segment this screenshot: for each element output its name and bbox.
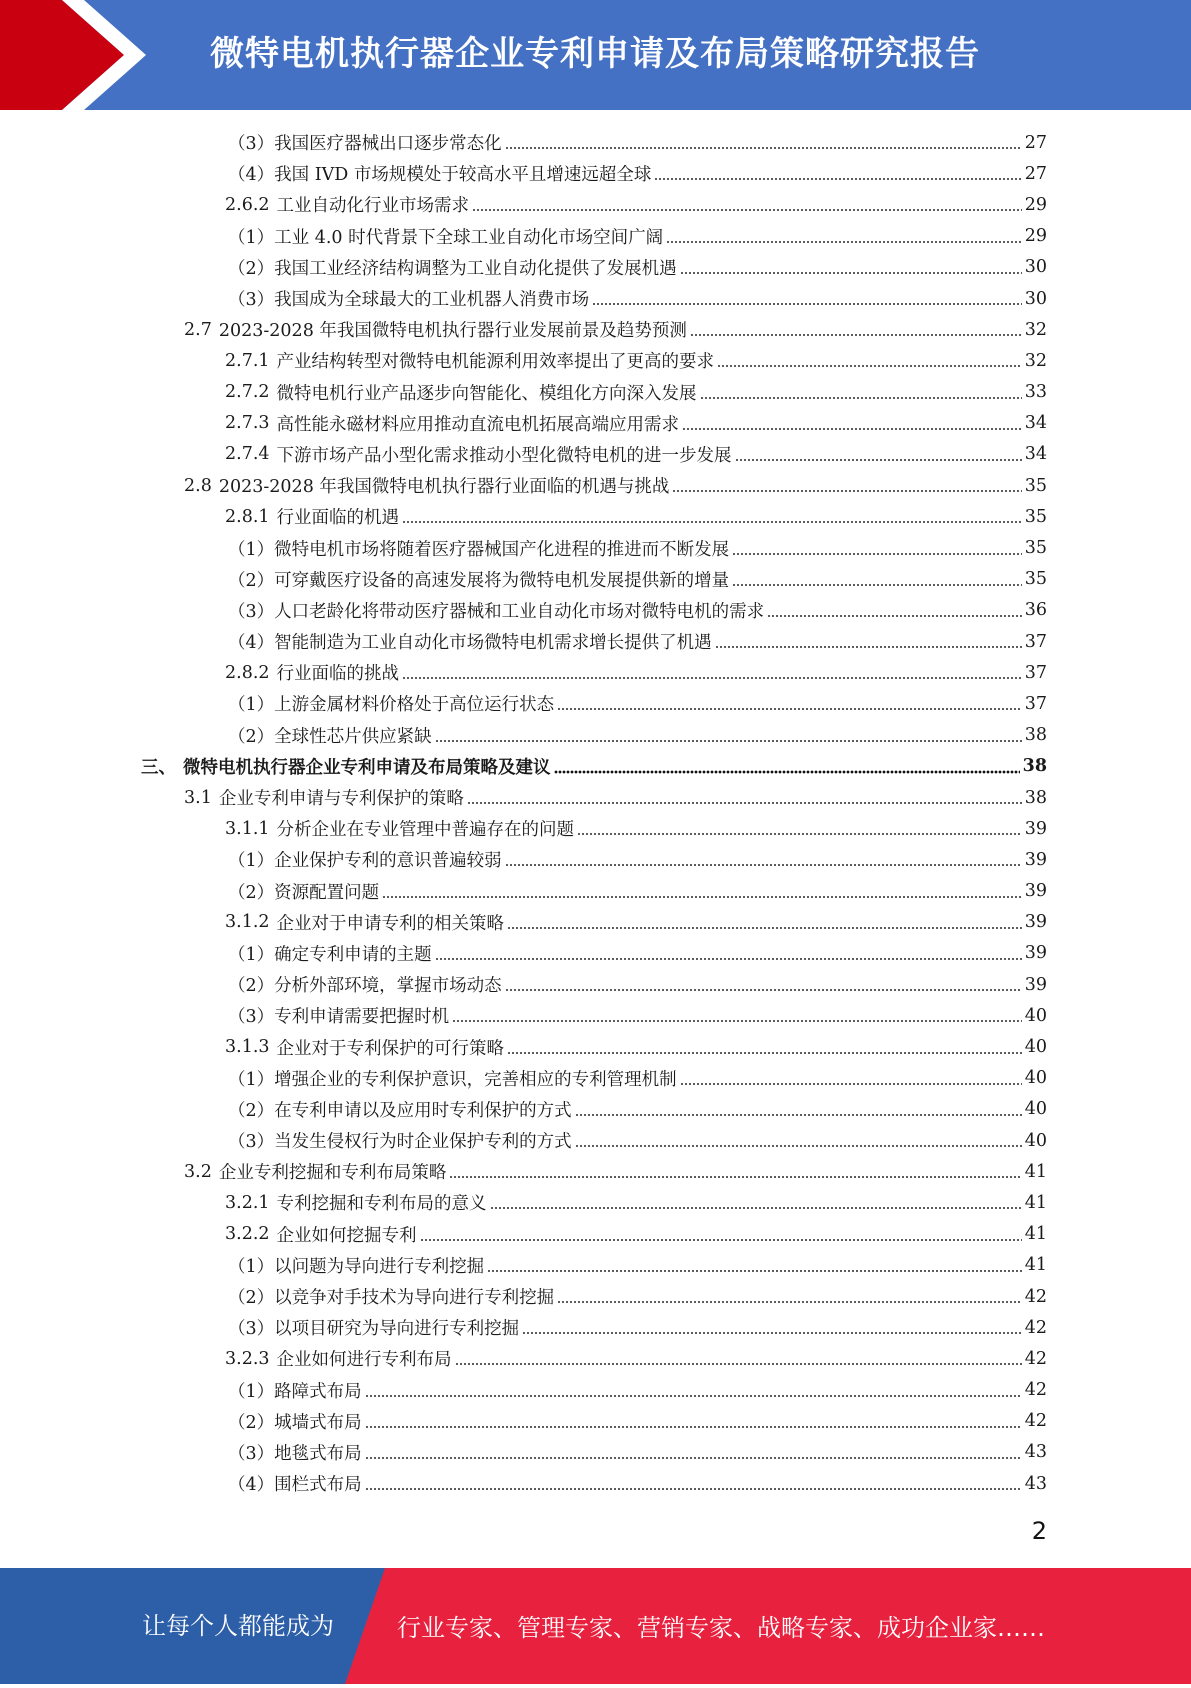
toc-entry-page: 43: [1024, 1473, 1047, 1494]
toc-entry[interactable]: [0, 688, 1191, 719]
toc-entry[interactable]: [0, 408, 1191, 439]
toc-entry-title: 产业结构转型对微特电机能源利用效率提出了更高的要求: [276, 352, 715, 373]
toc-dot-leader: [505, 849, 1022, 870]
toc-entry[interactable]: [0, 1000, 1191, 1031]
toc-entry[interactable]: [0, 1375, 1191, 1406]
toc-entry-title: 企业专利申请与专利保护的策略: [218, 789, 464, 810]
toc-entry-number: （4）: [228, 165, 275, 186]
toc-entry-title: 企业对于申请专利的相关策略: [276, 913, 505, 934]
page-number: 2: [1031, 1517, 1047, 1545]
table-of-contents: [0, 127, 1191, 1499]
toc-entry-number: （3）: [228, 1132, 275, 1153]
toc-dot-leader: [577, 818, 1022, 839]
toc-dot-leader: [467, 787, 1022, 808]
toc-entry-title: 企业专利挖掘和专利布局策略: [218, 1163, 447, 1184]
toc-dot-leader: [435, 943, 1022, 964]
footer-roles: 行业专家、管理专家、营销专家、战略专家、成功企业家……: [397, 1614, 1045, 1642]
toc-entry-number: （2）: [228, 1288, 275, 1309]
toc-entry-page: 35: [1024, 475, 1047, 496]
toc-entry[interactable]: [0, 1343, 1191, 1374]
toc-entry[interactable]: [0, 1468, 1191, 1499]
header-red-block: [0, 0, 124, 110]
toc-entry-title: 上游金属材料价格处于高位运行状态: [274, 695, 555, 716]
toc-dot-leader: [557, 1286, 1022, 1307]
toc-entry-title: 分析外部环境，掌握市场动态: [274, 976, 502, 997]
toc-entry[interactable]: [0, 158, 1191, 189]
toc-entry[interactable]: [0, 1094, 1191, 1125]
toc-entry-page: 38: [1024, 725, 1047, 746]
toc-entry-page: 40: [1024, 1005, 1047, 1026]
toc-dot-leader: [382, 881, 1022, 902]
toc-entry-page: 41: [1024, 1161, 1047, 1182]
toc-entry-number: （2）: [228, 258, 275, 279]
toc-entry-number: （1）: [228, 695, 275, 716]
toc-entry[interactable]: [0, 439, 1191, 470]
toc-entry[interactable]: [0, 626, 1191, 657]
toc-entry-title: 我国医疗器械出口逐步常态化: [274, 134, 502, 155]
toc-entry-number: （3）: [228, 290, 275, 311]
toc-entry[interactable]: [0, 1125, 1191, 1156]
toc-entry-number: 3.2.3: [225, 1348, 270, 1369]
toc-entry-number: （2）: [228, 976, 275, 997]
toc-dot-leader: [672, 475, 1021, 496]
toc-entry[interactable]: [0, 532, 1191, 563]
toc-entry-number: 2.8: [184, 475, 212, 496]
toc-entry-page: 40: [1024, 1099, 1047, 1120]
toc-entry-number: 2.7.3: [225, 413, 270, 434]
toc-entry-number: 3.1.1: [225, 818, 270, 839]
toc-entry[interactable]: [0, 1156, 1191, 1187]
header-bar: [0, 0, 1191, 110]
toc-entry[interactable]: [0, 1406, 1191, 1437]
toc-entry-number: 2.7.2: [225, 382, 270, 403]
toc-entry-number: （1）: [228, 1069, 275, 1090]
toc-dot-leader: [700, 382, 1022, 403]
toc-entry[interactable]: [0, 1437, 1191, 1468]
toc-dot-leader: [365, 1473, 1022, 1494]
toc-entry-page: 39: [1024, 881, 1047, 902]
toc-entry[interactable]: [0, 470, 1191, 501]
toc-entry-title: 以问题为导向进行专利挖掘: [274, 1256, 485, 1277]
toc-dot-leader: [557, 693, 1022, 714]
toc-dot-leader: [455, 1348, 1022, 1369]
toc-dot-leader: [365, 1380, 1022, 1401]
toc-entry-title: 我国成为全球最大的工业机器人消费市场: [274, 290, 590, 311]
toc-entry-page: 33: [1024, 382, 1047, 403]
toc-entry-title: 我国 IVD 市场规模处于较高水平且增速远超全球: [274, 165, 652, 186]
toc-entry-title: 全球性芯片供应紧缺: [274, 726, 432, 747]
toc-dot-leader: [680, 257, 1022, 278]
toc-entry-page: 27: [1024, 163, 1047, 184]
toc-entry[interactable]: [0, 501, 1191, 532]
toc-entry[interactable]: [0, 907, 1191, 938]
footer-slogan: 让每个人都能成为: [142, 1612, 334, 1640]
toc-dot-leader: [365, 1411, 1022, 1432]
toc-entry-number: （1）: [228, 1381, 275, 1402]
toc-entry-title: 城墙式布局: [274, 1412, 362, 1433]
document-title: 微特电机执行器企业专利申请及布局策略研究报告: [210, 34, 980, 74]
header-arrow-decoration: [0, 0, 150, 110]
toc-entry-page: 41: [1024, 1255, 1047, 1276]
toc-entry[interactable]: [0, 720, 1191, 751]
toc-entry-title: 企业对于专利保护的可行策略: [276, 1038, 505, 1059]
toc-entry-number: 2.6.2: [225, 194, 270, 215]
toc-entry[interactable]: [0, 221, 1191, 252]
toc-dot-leader: [690, 319, 1022, 340]
toc-entry-page: 37: [1024, 693, 1047, 714]
toc-entry-number: （4）: [228, 633, 275, 654]
toc-entry-number: 2.8.1: [225, 506, 270, 527]
toc-entry-title: 人口老龄化将带动医疗器械和工业自动化市场对微特电机的需求: [274, 601, 765, 622]
toc-entry-page: 34: [1024, 444, 1047, 465]
toc-entry-page: 43: [1024, 1442, 1047, 1463]
toc-entry-page: 29: [1024, 226, 1047, 247]
toc-entry-number: （3）: [228, 601, 275, 622]
toc-entry-number: （3）: [228, 134, 275, 155]
toc-dot-leader: [490, 1192, 1022, 1213]
toc-dot-leader: [575, 1099, 1022, 1120]
toc-dot-leader: [402, 506, 1022, 527]
toc-entry[interactable]: [0, 844, 1191, 875]
toc-entry-number: （2）: [228, 882, 275, 903]
toc-entry-number: （2）: [228, 726, 275, 747]
toc-entry-page: 40: [1024, 1068, 1047, 1089]
toc-entry-title: 以竞争对手技术为导向进行专利挖掘: [274, 1288, 555, 1309]
toc-entry[interactable]: [0, 1219, 1191, 1250]
toc-entry[interactable]: [0, 345, 1191, 376]
toc-dot-leader: [554, 756, 1020, 777]
toc-entry-number: 3.1.3: [225, 1037, 270, 1058]
toc-entry-page: 38: [1022, 756, 1047, 777]
toc-entry-number: （3）: [228, 1007, 275, 1028]
toc-dot-leader: [505, 132, 1022, 153]
toc-entry-page: 39: [1024, 818, 1047, 839]
toc-entry-title: 路障式布局: [274, 1381, 362, 1402]
toc-entry-title: 高性能永磁材料应用推动直流电机拓展高端应用需求: [276, 414, 680, 435]
toc-dot-leader: [435, 725, 1022, 746]
toc-entry-number: （4）: [228, 1475, 275, 1496]
toc-entry[interactable]: [0, 595, 1191, 626]
toc-entry[interactable]: [0, 1031, 1191, 1062]
toc-entry-number: 三、: [141, 757, 176, 778]
toc-entry-number: （2）: [228, 570, 275, 591]
toc-dot-leader: [507, 1037, 1022, 1058]
toc-entry-number: （2）: [228, 1100, 275, 1121]
toc-dot-leader: [735, 444, 1022, 465]
toc-entry-page: 29: [1024, 194, 1047, 215]
toc-entry-page: 27: [1024, 132, 1047, 153]
toc-entry-title: 企业保护专利的意识普遍较弱: [274, 851, 502, 872]
toc-entry-number: （3）: [228, 1443, 275, 1464]
toc-entry-title: 地毯式布局: [274, 1443, 362, 1464]
toc-entry-number: （1）: [228, 944, 275, 965]
toc-entry[interactable]: [0, 252, 1191, 283]
toc-entry[interactable]: [0, 782, 1191, 813]
toc-entry[interactable]: [0, 283, 1191, 314]
toc-entry[interactable]: [0, 1281, 1191, 1312]
toc-entry-page: 42: [1024, 1317, 1047, 1338]
toc-entry-page: 35: [1024, 538, 1047, 559]
toc-entry-title: 行业面临的挑战: [276, 664, 400, 685]
toc-entry-title: 企业如何挖掘专利: [276, 1225, 417, 1246]
toc-entry-title: 资源配置问题: [274, 882, 380, 903]
toc-dot-leader: [654, 163, 1021, 184]
toc-dot-leader: [365, 1442, 1022, 1463]
toc-entry-page: 40: [1024, 1130, 1047, 1151]
toc-entry-page: 30: [1024, 257, 1047, 278]
toc-entry-number: 3.2: [184, 1161, 212, 1182]
toc-dot-leader: [732, 569, 1022, 590]
toc-entry-page: 42: [1024, 1411, 1047, 1432]
toc-entry-page: 30: [1024, 288, 1047, 309]
toc-entry[interactable]: [0, 751, 1191, 782]
footer-banner: [0, 1568, 1191, 1684]
toc-entry-page: 36: [1024, 600, 1047, 621]
toc-dot-leader: [487, 1255, 1022, 1276]
toc-entry-title: 确定专利申请的主题: [274, 944, 432, 965]
toc-entry-title: 下游市场产品小型化需求推动小型化微特电机的进一步发展: [276, 445, 732, 466]
toc-dot-leader: [575, 1130, 1022, 1151]
toc-entry-page: 42: [1024, 1348, 1047, 1369]
toc-entry-title: 微特电机行业产品逐步向智能化、模组化方向深入发展: [276, 383, 697, 404]
toc-entry-page: 34: [1024, 413, 1047, 434]
toc-dot-leader: [717, 350, 1022, 371]
toc-entry-title: 以项目研究为导向进行专利挖掘: [274, 1319, 520, 1340]
toc-entry-page: 37: [1024, 662, 1047, 683]
toc-entry-number: 3.1.2: [225, 912, 270, 933]
toc-entry-number: 2.7.1: [225, 350, 270, 371]
toc-dot-leader: [452, 1005, 1022, 1026]
toc-entry-title: 围栏式布局: [274, 1475, 362, 1496]
toc-dot-leader: [715, 631, 1022, 652]
toc-entry-number: （1）: [228, 227, 275, 248]
toc-dot-leader: [592, 288, 1022, 309]
toc-entry-page: 39: [1024, 943, 1047, 964]
toc-entry-title: 工业 4.0 时代背景下全球工业自动化市场空间广阔: [274, 227, 664, 248]
toc-entry-title: 企业如何进行专利布局: [276, 1350, 452, 1371]
toc-entry-page: 35: [1024, 506, 1047, 527]
toc-entry-page: 32: [1024, 350, 1047, 371]
toc-entry[interactable]: [0, 1312, 1191, 1343]
toc-entry-number: （3）: [228, 1319, 275, 1340]
toc-entry-page: 40: [1024, 1037, 1047, 1058]
toc-dot-leader: [732, 538, 1022, 559]
toc-dot-leader: [505, 974, 1022, 995]
toc-entry-title: 在专利申请以及应用时专利保护的方式: [274, 1100, 572, 1121]
toc-entry[interactable]: [0, 876, 1191, 907]
toc-dot-leader: [767, 600, 1022, 621]
toc-entry-page: 38: [1024, 787, 1047, 808]
toc-entry-page: 41: [1024, 1192, 1047, 1213]
toc-entry-title: 微特电机市场将随着医疗器械国产化进程的推进而不断发展: [274, 539, 730, 560]
toc-entry[interactable]: [0, 1063, 1191, 1094]
toc-entry[interactable]: [0, 1250, 1191, 1281]
toc-entry-number: 3.1: [184, 787, 212, 808]
toc-dot-leader: [449, 1161, 1021, 1182]
toc-entry-number: （1）: [228, 851, 275, 872]
toc-entry[interactable]: [0, 657, 1191, 688]
toc-entry-page: 39: [1024, 974, 1047, 995]
toc-entry[interactable]: [0, 813, 1191, 844]
toc-entry-page: 35: [1024, 569, 1047, 590]
toc-entry-title: 分析企业在专业管理中普遍存在的问题: [276, 820, 575, 841]
toc-entry[interactable]: [0, 377, 1191, 408]
toc-entry-number: 2.8.2: [225, 662, 270, 683]
toc-entry[interactable]: [0, 189, 1191, 220]
toc-dot-leader: [682, 413, 1022, 434]
toc-dot-leader: [420, 1224, 1022, 1245]
toc-entry-number: 2.7.4: [225, 444, 270, 465]
toc-dot-leader: [472, 194, 1022, 215]
toc-entry-title: 行业面临的机遇: [276, 508, 400, 529]
toc-entry-page: 42: [1024, 1380, 1047, 1401]
toc-dot-leader: [507, 912, 1022, 933]
toc-entry-page: 41: [1024, 1224, 1047, 1245]
toc-entry-title: 智能制造为工业自动化市场微特电机需求增长提供了机遇: [274, 633, 712, 654]
toc-entry[interactable]: [0, 938, 1191, 969]
toc-entry[interactable]: [0, 969, 1191, 1000]
toc-entry-number: 3.2.2: [225, 1224, 270, 1245]
toc-entry-title: 我国工业经济结构调整为工业自动化提供了发展机遇: [274, 258, 677, 279]
toc-entry-title: 专利挖掘和专利布局的意义: [276, 1194, 487, 1215]
toc-entry-title: 工业自动化行业市场需求: [276, 196, 470, 217]
toc-entry-page: 39: [1024, 849, 1047, 870]
toc-entry-number: （1）: [228, 539, 275, 560]
toc-dot-leader: [666, 226, 1022, 247]
toc-entry[interactable]: [0, 314, 1191, 345]
toc-entry-number: 2.7: [184, 319, 212, 340]
toc-entry-title: 专利申请需要把握时机: [274, 1007, 450, 1028]
toc-entry-title: 当发生侵权行为时企业保护专利的方式: [274, 1132, 572, 1153]
toc-entry-page: 39: [1024, 912, 1047, 933]
toc-entry-number: （2）: [228, 1412, 275, 1433]
toc-entry-page: 37: [1024, 631, 1047, 652]
toc-entry-page: 32: [1024, 319, 1047, 340]
toc-entry-number: 3.2.1: [225, 1192, 270, 1213]
toc-dot-leader: [680, 1068, 1022, 1089]
toc-entry-title: 可穿戴医疗设备的高速发展将为微特电机发展提供新的增量: [274, 570, 730, 591]
toc-dot-leader: [402, 662, 1022, 683]
toc-entry[interactable]: [0, 127, 1191, 158]
toc-entry-title: 2023-2028 年我国微特电机执行器行业面临的机遇与挑战: [218, 477, 670, 498]
toc-entry-number: （1）: [228, 1256, 275, 1277]
toc-entry-title: 增强企业的专利保护意识，完善相应的专利管理机制: [274, 1069, 677, 1090]
toc-entry-title: 微特电机执行器企业专利申请及布局策略及建议: [183, 757, 551, 778]
toc-entry-page: 42: [1024, 1286, 1047, 1307]
toc-entry-title: 2023-2028 年我国微特电机执行器行业发展前景及趋势预测: [218, 321, 687, 342]
toc-entry[interactable]: [0, 564, 1191, 595]
toc-entry[interactable]: [0, 1187, 1191, 1218]
toc-dot-leader: [522, 1317, 1022, 1338]
